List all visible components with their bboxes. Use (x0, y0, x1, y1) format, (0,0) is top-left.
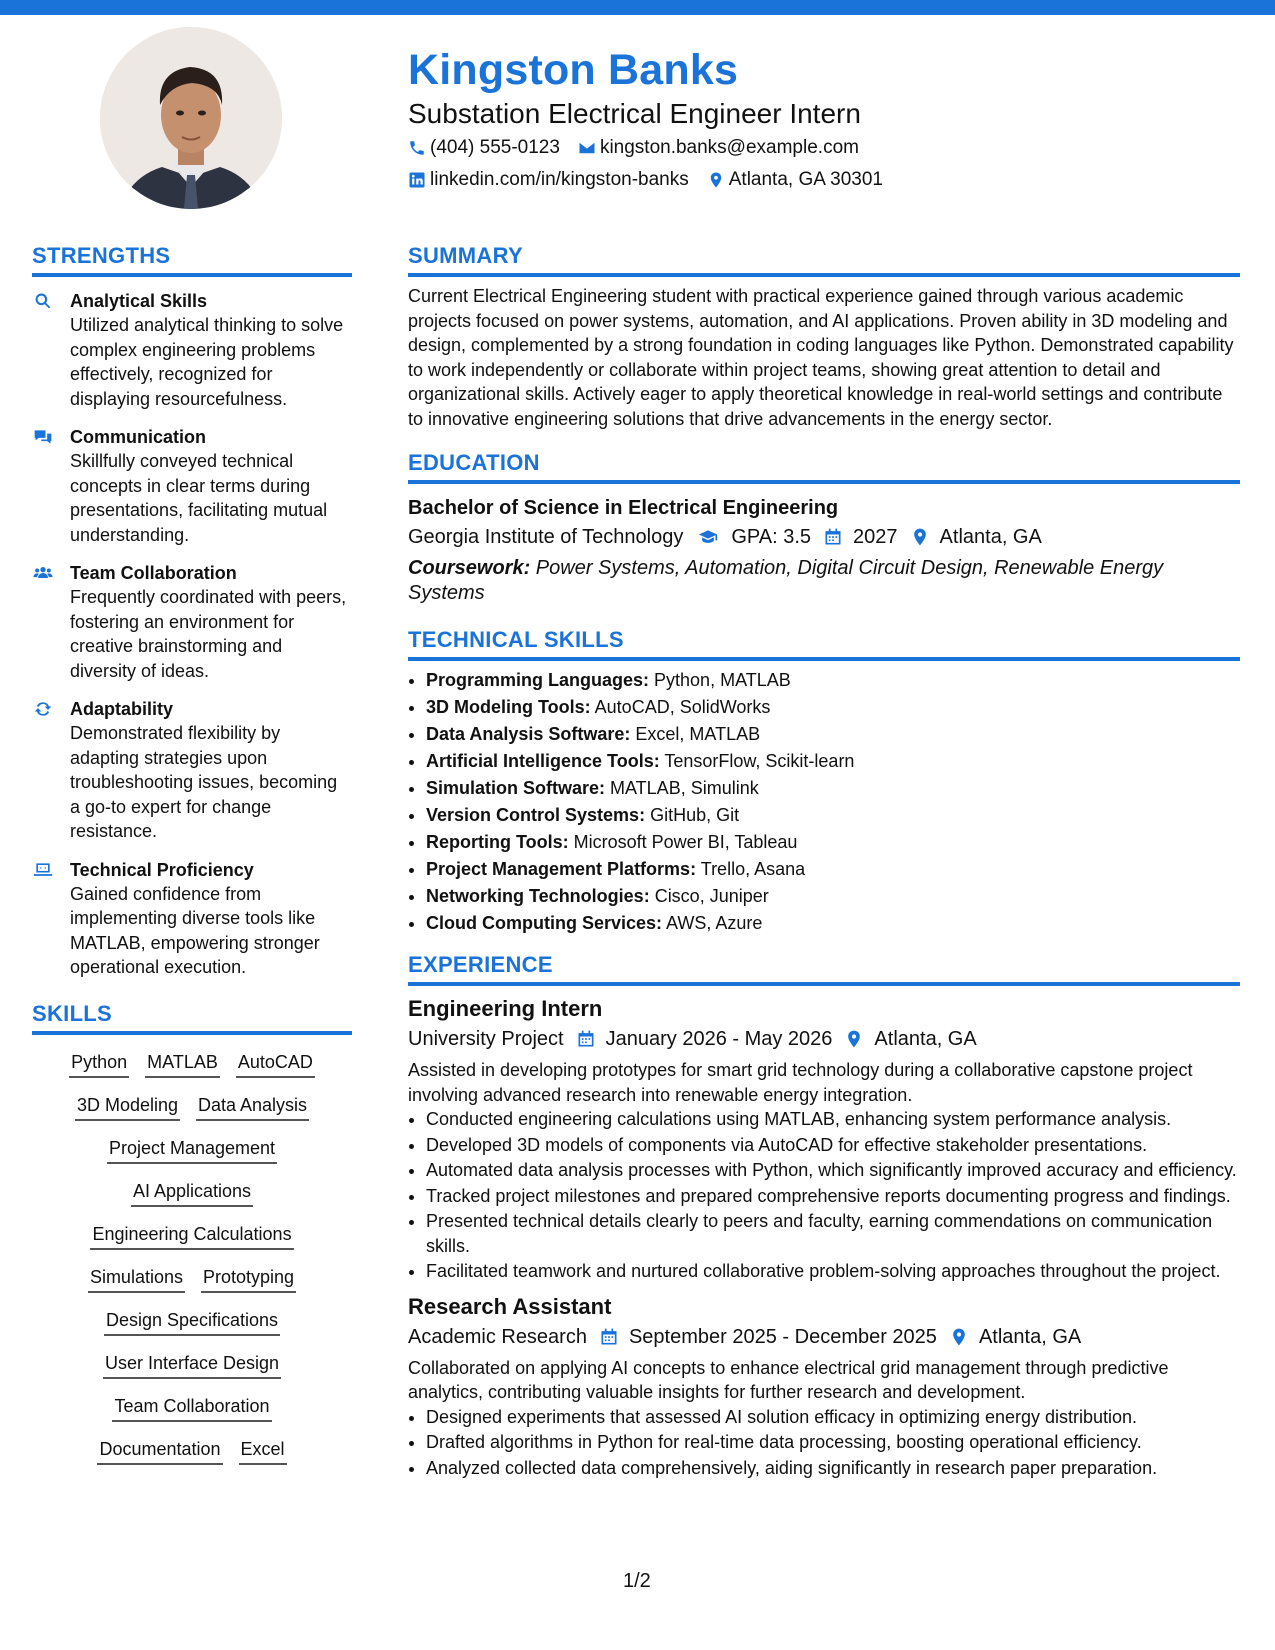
tech-skill-value: Microsoft Power BI, Tableau (568, 832, 798, 852)
job-bullet: • Drafted algorithms in Python for real-time data processing, boosting operational efficiency. (426, 1430, 1240, 1455)
tech-skill-label: Reporting Tools: (426, 832, 569, 852)
gpa-text: GPA: 3.5 (731, 526, 812, 548)
technical-skills-list (408, 667, 1240, 937)
year-item (823, 522, 898, 552)
phone-text: (404) 555-0123 (430, 137, 560, 158)
email-contact[interactable] (578, 132, 859, 164)
tech-skill-label: Data Analysis Software: (426, 724, 631, 744)
tech-skill-value: Excel, MATLAB (630, 724, 761, 744)
tech-skill-item (426, 694, 1240, 721)
strength-desc: Utilized analytical thinking to solve complex engineering problems effectively, recognized for displaying resourcefulness. (70, 315, 344, 409)
left-column (32, 242, 352, 1479)
job-org-text: Academic Research (408, 1325, 587, 1348)
strength-item (32, 697, 352, 844)
strength-title: Team Collaboration (70, 563, 237, 583)
linkedin-contact[interactable] (408, 164, 689, 196)
job-bullet: • Analyzed collected data comprehensively, aiding significantly in research paper preparation. (426, 1456, 1240, 1481)
job-dates-text: January 2026 - May 2026 (605, 1028, 833, 1050)
job-bullet: • Presented technical details clearly to peers and faculty, earning commendations on communication skills. (426, 1209, 1240, 1258)
skill-row (32, 1221, 352, 1250)
job-org (408, 1322, 587, 1352)
graduation-cap-icon (695, 527, 721, 547)
year-text: 2027 (853, 526, 898, 548)
phone-icon (408, 139, 426, 157)
tech-skill-value: GitHub, Git (645, 805, 740, 825)
skill-chip: AI Applications (131, 1178, 253, 1207)
skill-row (32, 1350, 352, 1379)
job-bullet: • Developed 3D models of components via AutoCAD for effective stakeholder presentations. (426, 1133, 1240, 1158)
linkedin-icon (408, 171, 426, 189)
tech-skill-item (426, 883, 1240, 910)
skills-list (32, 1049, 352, 1465)
skill-row (32, 1092, 352, 1121)
experience-heading: EXPERIENCE (408, 951, 1240, 986)
map-pin-icon (910, 527, 930, 547)
job-meta (408, 1322, 1240, 1352)
candidate-name: Kingston Banks (408, 46, 739, 94)
job-bullet: • Tracked project milestones and prepared comprehensive reports documenting progress and findings. (426, 1184, 1240, 1209)
skill-chip: 3D Modeling (75, 1092, 180, 1121)
skill-chip: AutoCAD (236, 1049, 315, 1078)
job-org (408, 1024, 564, 1054)
tech-skill-value: TensorFlow, Scikit-learn (659, 751, 855, 771)
job-bullet: • Designed experiments that assessed AI solution efficacy in optimizing energy distribution. (426, 1405, 1240, 1430)
summary-section (408, 242, 1240, 431)
tech-skill-item (426, 802, 1240, 829)
job-title: Research Assistant (408, 1293, 612, 1319)
skill-chip: Data Analysis (196, 1092, 309, 1121)
calendar-icon (599, 1327, 619, 1347)
skill-row (32, 1393, 352, 1422)
job-location-text: Atlanta, GA (874, 1028, 977, 1050)
skill-row (32, 1307, 352, 1336)
job-bullet: • Conducted engineering calculations using MATLAB, enhancing system performance analysis. (426, 1107, 1240, 1132)
skill-row (32, 1135, 352, 1164)
summary-text: Current Electrical Engineering student with practical experience gained through various academic projects focused on power systems, automation, and AI applications. Proven ability in 3D modeling and design, complemented by a strong foundation in coding languages like Python. Demonstrated capability to work independently or collaborate within project teams, showing great attention to detail and organizational skills. Actively eager to apply theoretical knowledge in real-world settings and contribute to innovative engineering solutions that drive advancements in the energy sector. (408, 286, 1234, 429)
strength-item (32, 289, 352, 411)
edu-location-item (910, 522, 1042, 552)
job-summary: Collaborated on applying AI concepts to enhance electrical grid management through predictive analytics, contributing valuable insights for further research and development. (408, 1357, 1169, 1402)
school-text: Georgia Institute of Technology (408, 526, 684, 548)
gpa-item (695, 522, 811, 552)
comments-icon (32, 427, 54, 447)
job-entry (408, 994, 1240, 1284)
job-location (949, 1322, 1081, 1352)
resume-header (408, 44, 1238, 196)
map-pin-icon (844, 1029, 864, 1049)
skill-chip: User Interface Design (103, 1350, 281, 1379)
skill-chip: MATLAB (145, 1049, 220, 1078)
job-entry (408, 1292, 1240, 1481)
education-meta (408, 522, 1240, 552)
strength-desc: Gained confidence from implementing diverse tools like MATLAB, empowering stronger operational execution. (70, 883, 320, 977)
strengths-heading: STRENGTHS (32, 242, 352, 277)
skill-chip: Project Management (107, 1135, 277, 1164)
tech-skill-item (426, 748, 1240, 775)
job-bullet: • Automated data analysis processes with Python, which significantly improved accuracy and efficiency. (426, 1158, 1240, 1183)
strength-item (32, 425, 352, 547)
map-pin-icon (707, 171, 725, 189)
tech-skill-value: MATLAB, Simulink (605, 778, 759, 798)
job-bullet: • Facilitated teamwork and nurtured collaborative problem-solving approaches throughout the project. (426, 1259, 1240, 1284)
laptop-code-icon (32, 860, 54, 880)
location-text: Atlanta, GA 30301 (728, 169, 883, 190)
strength-title: Technical Proficiency (70, 859, 254, 880)
coursework (408, 556, 1240, 606)
skill-row (32, 1178, 352, 1207)
strength-title: Analytical Skills (70, 291, 208, 311)
location-contact (707, 164, 883, 196)
skill-chip: Python (69, 1049, 129, 1078)
job-dates (576, 1024, 833, 1054)
map-pin-icon (949, 1327, 969, 1347)
technical-skills-section (408, 626, 1240, 937)
job-location (844, 1024, 976, 1054)
strength-item (32, 561, 352, 683)
degree-title: Bachelor of Science in Electrical Engineering (408, 497, 839, 519)
contact-row-1 (408, 132, 1238, 164)
tech-skill-label: Simulation Software: (426, 778, 606, 798)
sync-icon (32, 699, 54, 719)
skill-chip: Documentation (97, 1436, 222, 1465)
tech-skill-item (426, 910, 1240, 937)
coursework-text: Power Systems, Automation, Digital Circuit Design, Renewable Energy Systems (408, 557, 1164, 604)
search-icon (32, 291, 54, 311)
tech-skill-label: Version Control Systems: (426, 805, 646, 825)
job-dates (599, 1322, 937, 1352)
tech-skill-item (426, 667, 1240, 694)
tech-skill-item (426, 721, 1240, 748)
skill-chip: Team Collaboration (112, 1393, 271, 1422)
job-dates-text: September 2025 - December 2025 (628, 1325, 937, 1348)
job-bullets (408, 1107, 1240, 1284)
tech-skill-label: Artificial Intelligence Tools: (426, 751, 660, 771)
tech-skill-item (426, 856, 1240, 883)
education-section (408, 449, 1240, 606)
tech-skill-item (426, 829, 1240, 856)
tech-skill-label: Cloud Computing Services: (426, 913, 663, 933)
top-accent-bar (0, 0, 1275, 15)
calendar-icon (823, 527, 843, 547)
tech-skill-value: Cisco, Juniper (649, 886, 769, 906)
school-name (408, 522, 683, 552)
skill-chip: Simulations (88, 1264, 185, 1293)
job-summary: Assisted in developing prototypes for smart grid technology during a collaborative capstone project involving advanced research into renewable energy integration. (408, 1060, 1193, 1105)
experience-section (408, 951, 1240, 1480)
coursework-label: Coursework: (408, 557, 531, 579)
calendar-icon (576, 1029, 596, 1049)
job-org-text: University Project (408, 1028, 564, 1050)
profile-photo (100, 27, 282, 209)
tech-skill-label: 3D Modeling Tools: (426, 697, 591, 717)
strength-item (32, 858, 352, 980)
users-icon (32, 563, 54, 583)
phone-contact (408, 132, 560, 164)
skill-row (32, 1264, 352, 1293)
job-bullets (408, 1405, 1240, 1481)
email-text: kingston.banks@example.com (599, 137, 859, 158)
tech-skill-label: Project Management Platforms: (426, 859, 697, 879)
skill-row (32, 1436, 352, 1465)
strength-desc: Skillfully conveyed technical concepts in clear terms during presentations, facilitating mutual understanding. (70, 451, 328, 545)
tech-skill-label: Networking Technologies: (426, 886, 650, 906)
strength-desc: Demonstrated flexibility by adapting strategies upon troubleshooting issues, becoming a go-to expert for change resistance. (70, 723, 338, 841)
tech-skill-value: Python, MATLAB (649, 670, 791, 690)
strengths-list (32, 289, 352, 980)
job-title: Engineering Intern (408, 996, 603, 1021)
tech-skill-value: AutoCAD, SolidWorks (590, 697, 771, 717)
linkedin-text: linkedin.com/in/kingston-banks (430, 169, 689, 190)
skill-chip: Excel (239, 1436, 287, 1465)
candidate-title: Substation Electrical Engineer Intern (408, 98, 861, 129)
page-number: 1/2 (623, 1570, 651, 1592)
strength-desc: Frequently coordinated with peers, fostering an environment for creative brainstorming and diversity of ideas. (70, 587, 347, 681)
strength-title: Adaptability (70, 699, 174, 719)
job-location-text: Atlanta, GA (978, 1325, 1082, 1348)
skill-chip: Design Specifications (104, 1307, 280, 1336)
skill-chip: Prototyping (201, 1264, 296, 1293)
tech-skill-value: AWS, Azure (662, 913, 763, 933)
tech-skill-label: Programming Languages: (426, 670, 650, 690)
summary-heading: SUMMARY (408, 242, 1240, 277)
skill-row (32, 1049, 352, 1078)
contact-row-2 (408, 164, 1238, 196)
skills-heading: SKILLS (32, 1000, 352, 1035)
education-heading: EDUCATION (408, 449, 1240, 484)
strength-title: Communication (70, 427, 207, 447)
tech-skill-value: Trello, Asana (696, 859, 806, 879)
skill-chip: Engineering Calculations (90, 1221, 293, 1250)
envelope-icon (578, 139, 596, 157)
job-meta (408, 1024, 1240, 1054)
edu-location-text: Atlanta, GA (939, 526, 1042, 548)
tech-skill-item (426, 775, 1240, 802)
right-column (408, 242, 1240, 1481)
technical-skills-heading: TECHNICAL SKILLS (408, 626, 1240, 661)
